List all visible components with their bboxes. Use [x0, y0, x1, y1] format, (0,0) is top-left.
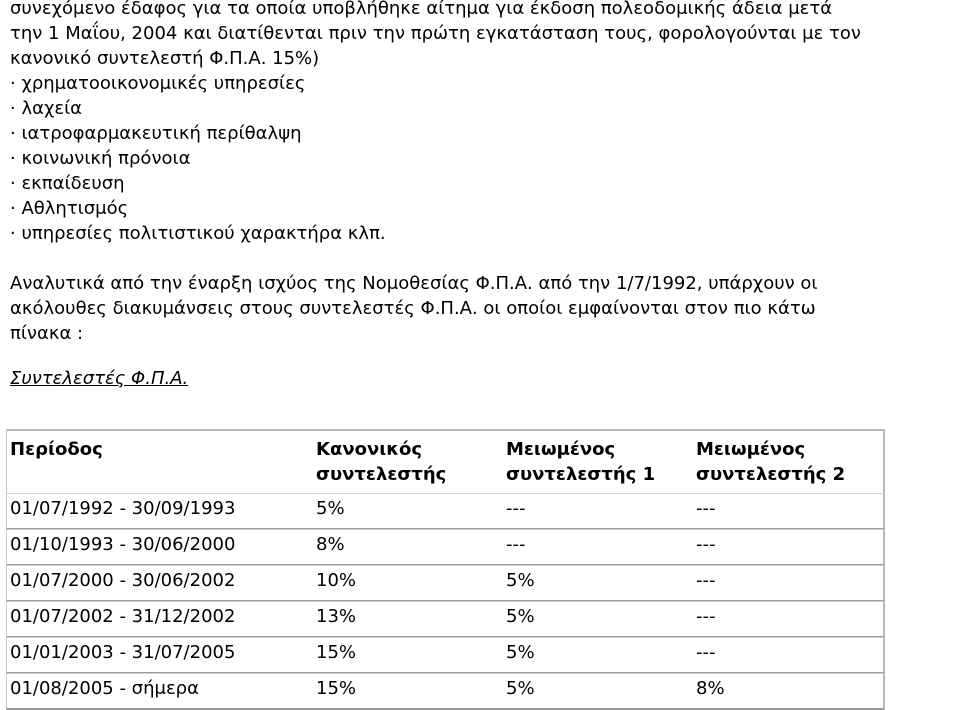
reduced-rate-2-cell: 8%: [693, 673, 885, 710]
header-line: Μειωμένος: [506, 439, 616, 460]
bullet-item: · εκπαίδευση: [10, 173, 125, 194]
reduced-rate-2-cell: ---: [693, 493, 885, 529]
period-cell: 01/10/1993 - 30/06/2000: [6, 529, 313, 565]
standard-rate-cell: 5%: [313, 493, 503, 529]
vat-rates-table: [6, 429, 885, 710]
header-reduced-rate-2: [693, 429, 885, 493]
header-line: συντελεστής 2: [696, 464, 846, 485]
reduced-rate-2-cell: ---: [693, 601, 885, 637]
bullet-item: · κοινωνική πρόνοια: [10, 148, 191, 169]
header-period: [6, 429, 313, 493]
table-row: [6, 673, 885, 710]
analysis-line: ακόλουθες διακυμάνσεις στους συντελεστές Φ.Π.Α. οι οποίοι εμφαίνονται στον πιο κάτω: [10, 298, 816, 319]
standard-rate-cell: 15%: [313, 673, 503, 710]
standard-rate-cell: 15%: [313, 637, 503, 673]
analysis-line: Αναλυτικά από την έναρξη ισχύος της Νομοθεσίας Φ.Π.Α. από την 1/7/1992, υπάρχουν οι: [10, 273, 818, 294]
reduced-rate-1-cell: ---: [503, 529, 693, 565]
period-cell: 01/07/1992 - 30/09/1993: [6, 493, 313, 529]
standard-rate-cell: 8%: [313, 529, 503, 565]
table-row: [6, 601, 885, 637]
spacer: [10, 346, 955, 366]
standard-rate-cell: 10%: [313, 565, 503, 601]
reduced-rate-2-cell: ---: [693, 637, 885, 673]
spacer: [10, 246, 955, 271]
bullet-item: · ιατροφαρμακευτική περίθαλψη: [10, 123, 302, 144]
header-standard-rate: [313, 429, 503, 493]
section-heading: Συντελεστές Φ.Π.Α.: [10, 368, 189, 389]
intro-line: κανονικό συντελεστή Φ.Π.Α. 15%): [10, 48, 320, 69]
table-row: [6, 493, 885, 529]
reduced-rate-2-cell: ---: [693, 529, 885, 565]
header-reduced-rate-1: [503, 429, 693, 493]
reduced-rate-1-cell: 5%: [503, 565, 693, 601]
table-row: [6, 637, 885, 673]
table-header-row: [6, 429, 885, 493]
reduced-rate-1-cell: 5%: [503, 637, 693, 673]
header-line: συντελεστής: [316, 464, 447, 485]
bullet-item: · λαχεία: [10, 98, 83, 119]
reduced-rate-1-cell: ---: [503, 493, 693, 529]
period-cell: 01/07/2002 - 31/12/2002: [6, 601, 313, 637]
analysis-line: πίνακα :: [10, 323, 84, 344]
reduced-rate-1-cell: 5%: [503, 673, 693, 710]
header-line: συντελεστής 1: [506, 464, 656, 485]
bullet-item: · χρηματοοικονομικές υπηρεσίες: [10, 73, 306, 94]
period-cell: 01/07/2000 - 30/06/2002: [6, 565, 313, 601]
bullet-list: [10, 71, 955, 246]
intro-line: συνεχόμενο έδαφος για τα οποία υποβλήθηκε αίτημα για έκδοση πολεοδομικής άδεια μετά: [10, 0, 833, 19]
reduced-rate-2-cell: ---: [693, 565, 885, 601]
period-cell: 01/08/2005 - σήμερα: [6, 673, 313, 710]
bullet-item: · υπηρεσίες πολιτιστικού χαρακτήρα κλπ.: [10, 223, 386, 244]
standard-rate-cell: 13%: [313, 601, 503, 637]
document-body: [10, 0, 955, 391]
period-cell: 01/01/2003 - 31/07/2005: [6, 637, 313, 673]
reduced-rate-1-cell: 5%: [503, 601, 693, 637]
intro-paragraph: [10, 0, 955, 71]
table-row: [6, 529, 885, 565]
analysis-paragraph: [10, 271, 955, 346]
table-row: [6, 565, 885, 601]
intro-line: την 1 Μαΐου, 2004 και διατίθενται πριν την πρώτη εγκατάσταση τους, φορολογούνται με τον: [10, 23, 861, 44]
header-line: Μειωμένος: [696, 439, 806, 460]
header-line: Περίοδος: [10, 439, 103, 460]
header-line: Κανονικός: [316, 439, 423, 460]
bullet-item: · Αθλητισμός: [10, 198, 129, 219]
